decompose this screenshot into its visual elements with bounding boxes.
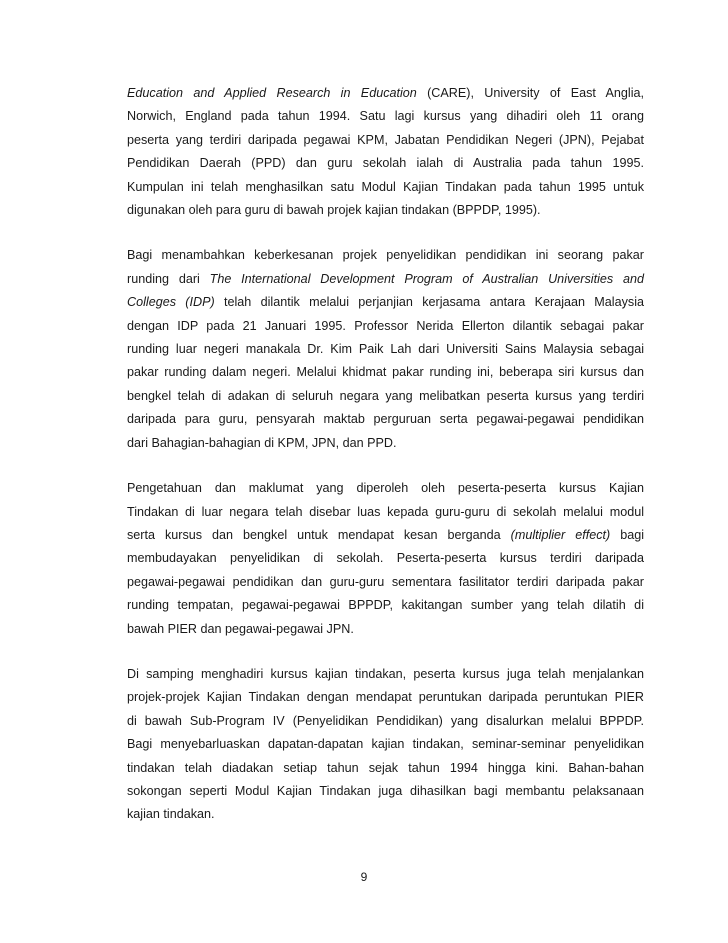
text-line xyxy=(127,432,644,455)
text-run: serta kursus dan bengkel untuk mendapat kesan berganda xyxy=(127,527,511,542)
text-line xyxy=(127,618,644,641)
italic-text: (multiplier effect) xyxy=(510,527,611,542)
text-run: Bagi menyebarluaskan dapatan-dapatan kajian tindakan, seminar-seminar penyelidikan xyxy=(127,737,644,752)
page-number: 9 xyxy=(360,870,368,884)
text-run: Norwich, England pada tahun 1994. Satu lagi kursus yang dihadiri oleh 11 orang xyxy=(127,109,644,124)
text-run: pakar runding dalam negeri. Melalui khidmat pakar runding ini, beberapa siri kursus dan xyxy=(127,365,644,380)
text-line xyxy=(127,152,644,175)
text-line xyxy=(127,244,644,267)
text-run: Kumpulan ini telah menghasilkan satu Modul Kajian Tindakan pada tahun 1995 untuk xyxy=(127,179,644,194)
text-line xyxy=(127,733,644,756)
text-line xyxy=(127,291,644,314)
text-run: bagi xyxy=(610,527,645,542)
text-line xyxy=(127,338,644,361)
text-line xyxy=(127,105,644,128)
text-run: kajian tindakan. xyxy=(127,807,215,822)
paragraph xyxy=(127,82,644,222)
paragraph xyxy=(127,663,644,827)
text-line xyxy=(127,199,644,222)
text-run: Bagi menambahkan keberkesanan projek penyelidikan pendidikan ini seorang pakar xyxy=(127,248,644,263)
text-line xyxy=(127,361,644,384)
text-run: membudayakan penyelidikan di sekolah. Peserta-peserta kursus terdiri daripada xyxy=(127,551,644,566)
text-run: pegawai-pegawai pendidikan dan guru-guru sementara fasilitator terdiri daripada pakar xyxy=(127,574,644,589)
text-line xyxy=(127,176,644,199)
text-run: di bawah Sub-Program IV (Penyelidikan Pendidikan) yang disalurkan melalui BPPDP. xyxy=(127,713,644,728)
text-run: Di samping menghadiri kursus kajian tindakan, peserta kursus juga telah menjalankan xyxy=(127,666,644,681)
italic-text: The International Development Program of Australian Universities and xyxy=(209,271,645,286)
text-line xyxy=(127,571,644,594)
text-line xyxy=(127,477,644,500)
text-line xyxy=(127,757,644,780)
text-line xyxy=(127,408,644,431)
text-line xyxy=(127,385,644,408)
text-run: dari Bahagian-bahagian di KPM, JPN, dan PPD. xyxy=(127,435,397,450)
italic-text: Colleges (IDP) xyxy=(127,295,215,310)
text-run: projek-projek Kajian Tindakan dengan mendapat peruntukan daripada peruntukan PIER xyxy=(127,690,644,705)
text-run: digunakan oleh para guru di bawah projek kajian tindakan (BPPDP, 1995). xyxy=(127,203,541,218)
paragraph xyxy=(127,244,644,455)
italic-text: Education and Applied Research in Education xyxy=(127,86,417,100)
text-run: runding luar negeri manakala Dr. Kim Paik Lah dari Universiti Sains Malaysia sebagai xyxy=(127,342,644,357)
paragraph xyxy=(127,477,644,641)
text-run: tindakan telah diadakan setiap tahun sejak tahun 1994 hingga kini. Bahan-bahan xyxy=(127,760,644,775)
text-line xyxy=(127,315,644,338)
text-run: telah dilantik melalui perjanjian kerjasama antara Kerajaan Malaysia xyxy=(214,295,644,310)
text-run: Pendidikan Daerah (PPD) dan guru sekolah ialah di Australia pada tahun 1995. xyxy=(127,156,644,171)
text-run: peserta yang terdiri daripada pegawai KPM, Jabatan Pendidikan Negeri (JPN), Pejabat xyxy=(127,132,644,147)
text-line xyxy=(127,780,644,803)
text-line xyxy=(127,547,644,570)
text-line xyxy=(127,710,644,733)
text-run: (CARE), University of East Anglia, xyxy=(416,86,645,100)
text-line xyxy=(127,501,644,524)
text-line xyxy=(127,129,644,152)
text-run: dengan IDP pada 21 Januari 1995. Professor Nerida Ellerton dilantik sebagai pakar xyxy=(127,318,644,333)
text-line xyxy=(127,524,644,547)
text-run: sokongan seperti Modul Kajian Tindakan juga dihasilkan bagi membantu pelaksanaan xyxy=(127,783,644,798)
text-run: bengkel telah di adakan di seluruh negara yang melibatkan peserta kursus yang terdiri xyxy=(127,388,644,403)
text-line xyxy=(127,82,644,105)
document-body xyxy=(127,82,644,849)
text-line xyxy=(127,686,644,709)
text-line xyxy=(127,803,644,826)
text-run: Pengetahuan dan maklumat yang diperoleh oleh peserta-peserta kursus Kajian xyxy=(127,481,644,496)
text-line xyxy=(127,594,644,617)
text-run: runding dari xyxy=(127,271,210,286)
text-line xyxy=(127,268,644,291)
text-run: Tindakan di luar negara telah disebar luas kepada guru-guru di sekolah melalui modul xyxy=(127,504,644,519)
text-line xyxy=(127,663,644,686)
text-run: bawah PIER dan pegawai-pegawai JPN. xyxy=(127,621,354,636)
text-run: runding tempatan, pegawai-pegawai BPPDP, kakitangan sumber yang telah dilatih di xyxy=(127,598,644,613)
text-run: daripada para guru, pensyarah maktab perguruan serta pegawai-pegawai pendidikan xyxy=(127,412,644,427)
